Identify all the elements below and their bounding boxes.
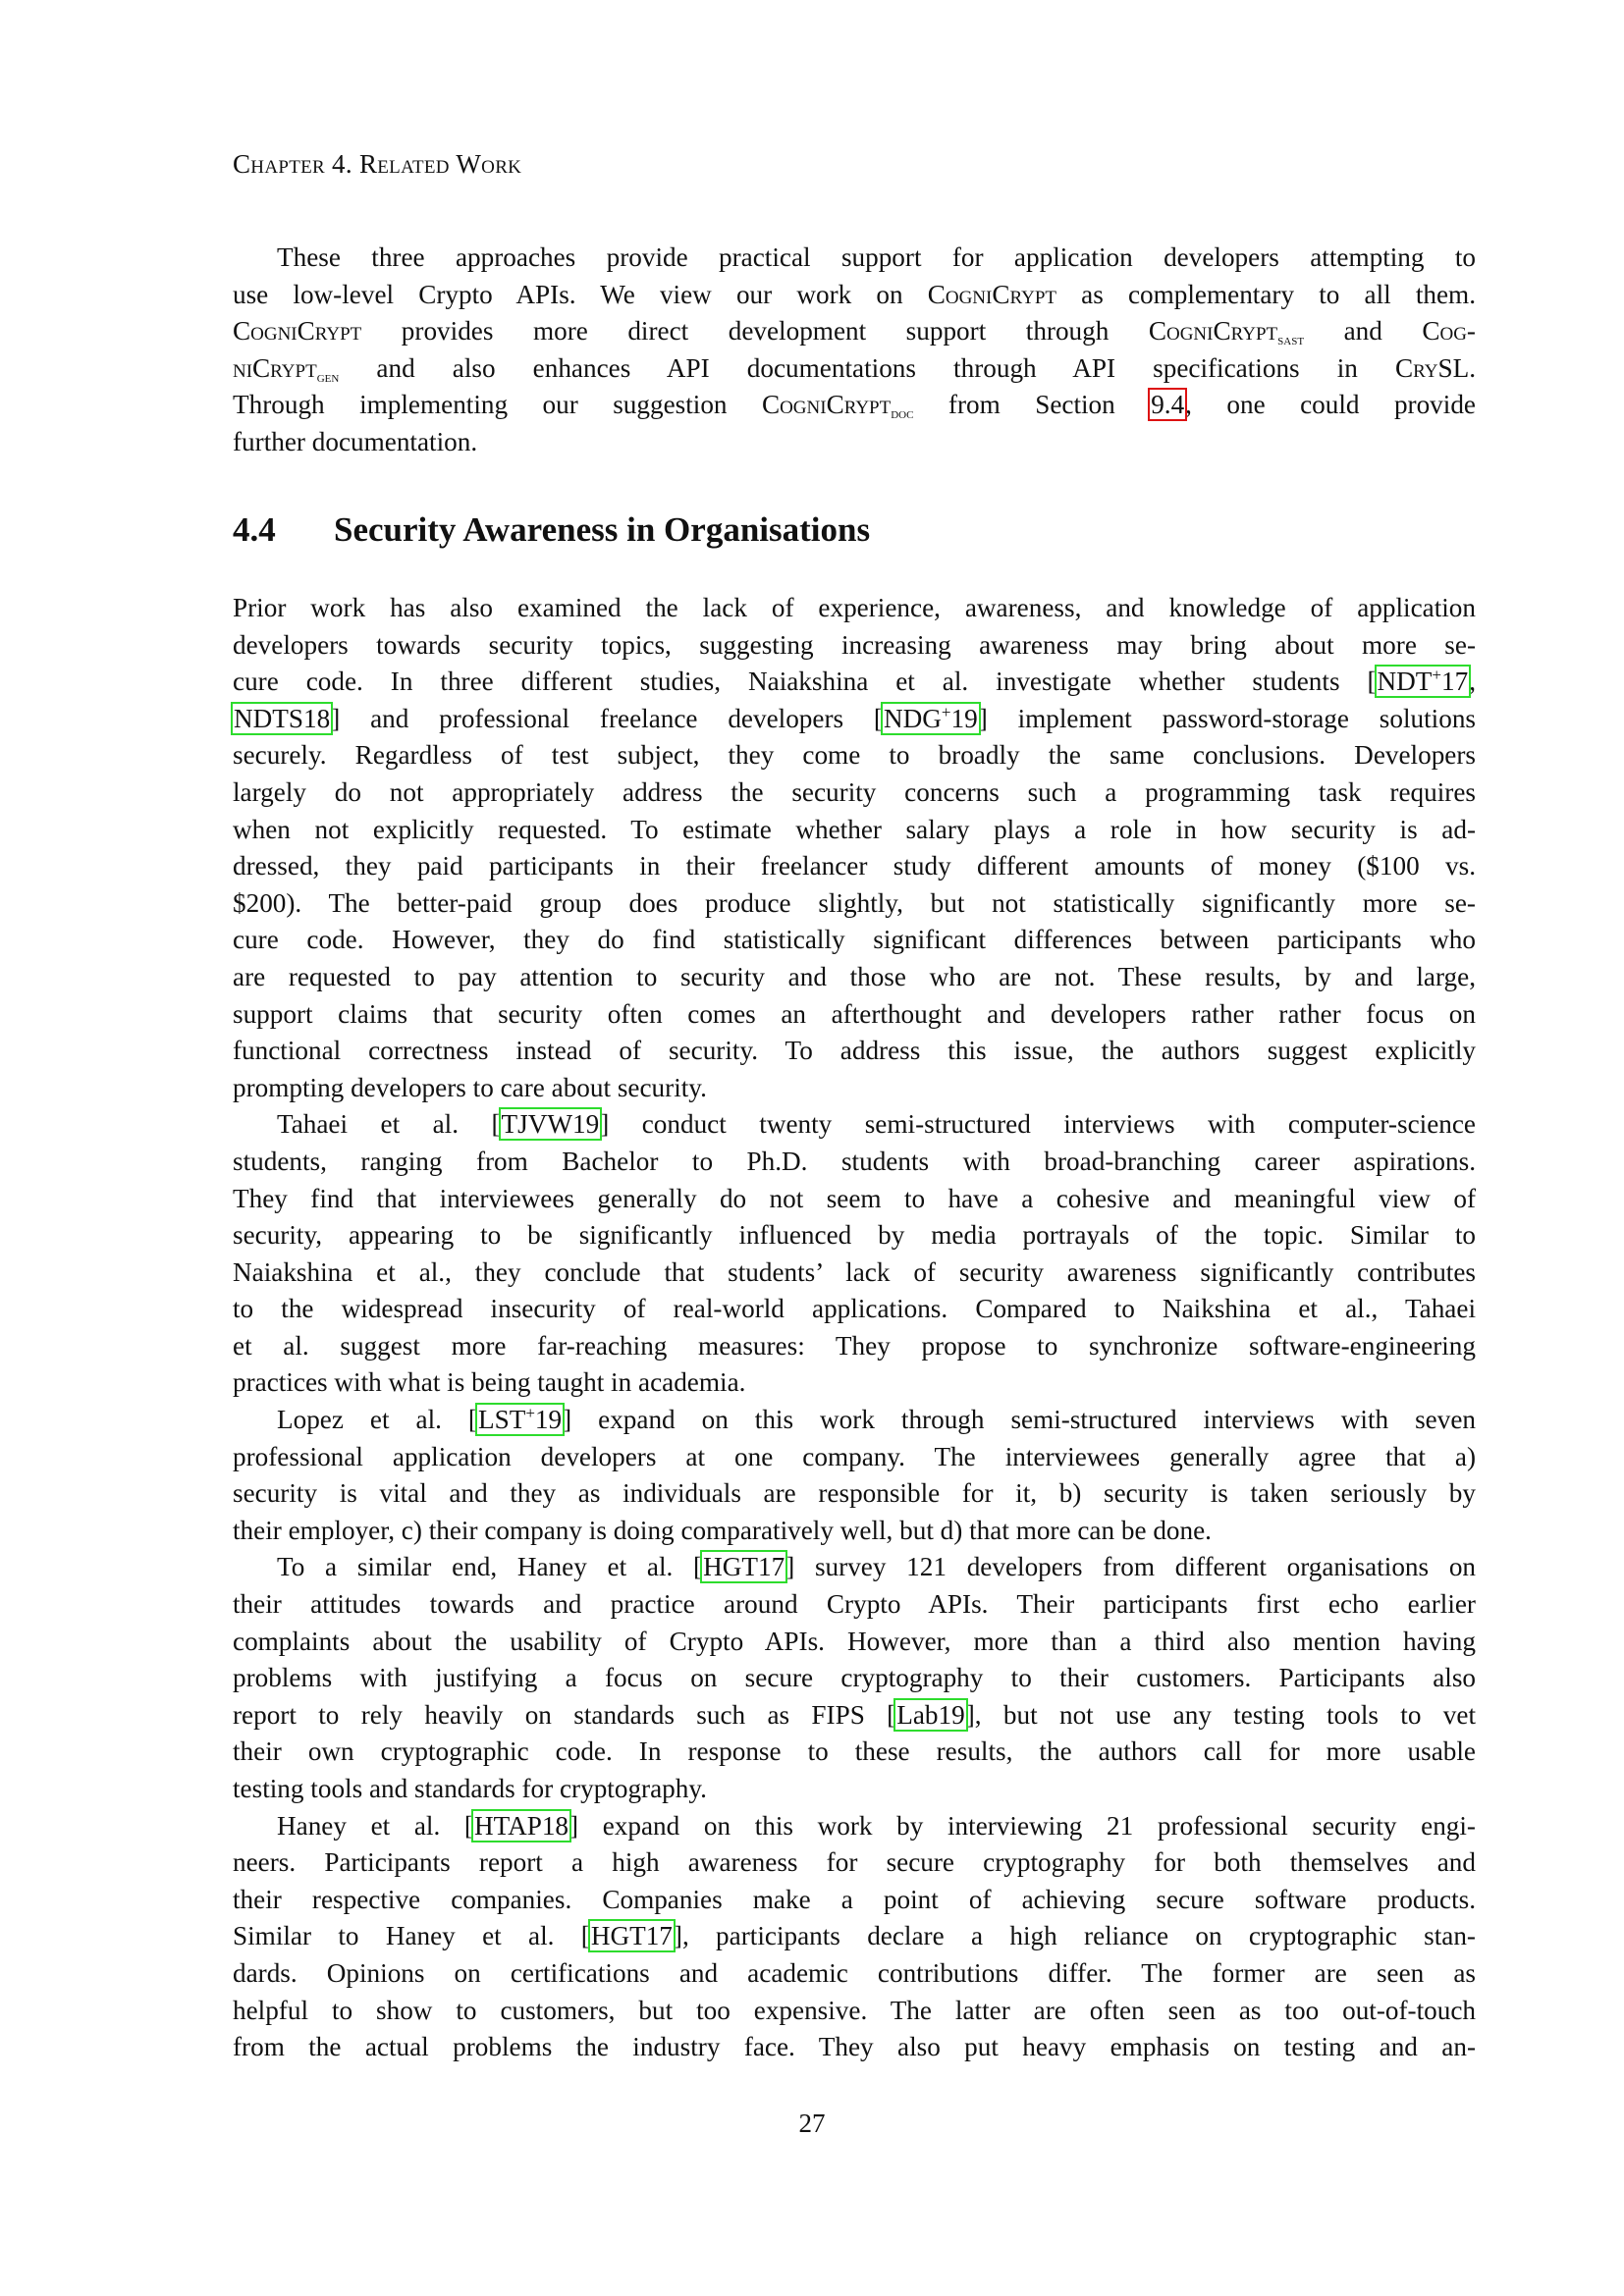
text-run: their own cryptographic code. In response to these results, the authors call for more usable: [233, 1736, 1476, 1767]
citation-superscript: +: [941, 702, 951, 721]
paragraph: [233, 1808, 1476, 2066]
text-line: [233, 1844, 1476, 1882]
text-line: [233, 1033, 1476, 1070]
text-run: and also enhances API documentations through API specifications in: [339, 352, 1395, 383]
text-run: security is vital and they as individuals are responsible for it, b) security is taken seriously by: [233, 1478, 1476, 1509]
section-number: 4.4: [233, 510, 276, 549]
section-body: [233, 590, 1476, 2066]
text-line: [233, 1364, 1476, 1402]
text-line: [233, 1291, 1476, 1328]
text-line: [233, 1771, 1476, 1808]
section-title: Security Awareness in Organisations: [334, 510, 871, 549]
text-run: neers. Participants report a high awareness for secure cryptography for both themselves and: [233, 1847, 1476, 1878]
paragraph: [233, 1106, 1476, 1402]
citation-superscript: +: [525, 1404, 535, 1422]
text-run: from the actual problems the industry face. They also put heavy emphasis on testing and an-: [233, 2032, 1476, 2062]
tool-name: Cog-: [1422, 316, 1476, 347]
text-run: Prior work has also examined the lack of experience, awareness, and knowledge of application: [233, 593, 1476, 622]
citation-year: 17: [1441, 667, 1469, 697]
citation-key: HTAP18: [474, 1810, 569, 1841]
text-run: ,: [1469, 667, 1476, 697]
text-run: functional correctness instead of security. To address this issue, the authors suggest explicitly: [233, 1036, 1476, 1066]
citation-link[interactable]: [702, 1552, 785, 1581]
tool-name: CogniCrypt: [233, 316, 362, 347]
text-run: complaints about the usability of Crypto APIs. However, more than a third also mention having: [233, 1626, 1476, 1656]
text-run: .: [1469, 352, 1476, 383]
citation-year: 19: [950, 703, 978, 733]
citation-link[interactable]: [1377, 667, 1470, 696]
text-run: dards. Opinions on certifications and academic contributions differ. The former are seen as: [233, 1957, 1476, 1988]
page-number: 27: [798, 2109, 826, 2138]
text-line: [233, 1106, 1476, 1144]
text-line: [233, 774, 1476, 812]
text-line: [233, 1697, 1476, 1735]
text-run: ] conduct twenty semi-structured interviews with computer-science: [600, 1109, 1476, 1140]
text-line: [233, 1475, 1476, 1513]
tool-name: CogniCrypt: [927, 279, 1056, 309]
text-line: [233, 1328, 1476, 1365]
text-line: [233, 387, 1476, 424]
text-run: $200). The better-paid group does produce slightly, but not statistically significantly more se-: [233, 887, 1476, 918]
citation-link[interactable]: [895, 1700, 965, 1730]
text-line: [233, 996, 1476, 1034]
text-run: report to rely heavily on standards such as FIPS [: [233, 1699, 896, 1730]
text-run: to the widespread insecurity of real-world applications. Compared to Naikshina et al., Tahaei: [233, 1294, 1476, 1324]
citation-year: 19: [534, 1405, 563, 1435]
text-run: as complementary to all them.: [1056, 279, 1476, 309]
text-run: problems with justifying a focus on secure cryptography to their customers. Participants also: [233, 1663, 1476, 1693]
text-run: students, ranging from Bachelor to Ph.D. students with broad-branching career aspirations.: [233, 1146, 1476, 1176]
text-run: Similar to Haney et al. [: [233, 1921, 590, 1951]
text-run: developers towards security topics, suggesting increasing awareness may bring about more se-: [233, 629, 1476, 660]
text-run: and: [1304, 316, 1423, 347]
text-run: their attitudes towards and practice around Crypto APIs. Their participants first echo earlier: [233, 1589, 1476, 1620]
intro-paragraph: [233, 240, 1476, 461]
text-line: [233, 277, 1476, 314]
text-line: [233, 1734, 1476, 1771]
section-heading: [233, 510, 870, 550]
running-head: Chapter 4. Related Work: [233, 149, 522, 179]
text-run: provides more direct development support through: [361, 316, 1149, 347]
text-line: [233, 848, 1476, 885]
text-line: [233, 1181, 1476, 1218]
text-run: Tahaei et al. [: [277, 1109, 501, 1140]
text-line: [233, 1993, 1476, 2030]
section-reference-link[interactable]: 9.4: [1151, 390, 1185, 420]
text-line: [233, 701, 1476, 738]
tool-subscript: doc: [891, 406, 914, 423]
text-line: [233, 1882, 1476, 1919]
text-run: ], participants declare a high reliance on cryptographic stan-: [673, 1921, 1476, 1951]
text-run: their employer, c) their company is doing comparatively well, but d) that more can be done.: [233, 1515, 1212, 1545]
tool-subscript: sast: [1277, 333, 1305, 349]
text-run: Naiakshina et al., they conclude that students’ lack of security awareness significantly contributes: [233, 1256, 1476, 1287]
text-run: when not explicitly requested. To estimate whether salary plays a role in how security is ad-: [233, 814, 1476, 844]
text-line: [233, 1586, 1476, 1624]
text-run: et al. suggest more far-reaching measures: They propose to synchronize software-engineering: [233, 1330, 1476, 1361]
tool-name: CogniCrypt: [761, 390, 892, 420]
text-line: [233, 1549, 1476, 1586]
text-run: To a similar end, Haney et al. [: [277, 1552, 703, 1582]
text-run: are requested to pay attention to security and those who are not. These results, by and large,: [233, 961, 1476, 991]
text-line: [233, 1255, 1476, 1292]
text-run: cure code. In three different studies, Naiakshina et al. investigate whether students [: [233, 667, 1377, 697]
text-run: their respective companies. Companies make a point of achieving secure software products.: [233, 1884, 1476, 1914]
text-run: helpful to show to customers, but too expensive. The latter are often seen as too out-of-touch: [233, 1995, 1476, 2025]
text-run: professional application developers at one company. The interviewees generally agree that a): [233, 1441, 1476, 1471]
citation-key: HGT17: [590, 1921, 673, 1951]
text-run: securely. Regardless of test subject, they come to broadly the same conclusions. Developers: [233, 740, 1476, 771]
text-line: [233, 1660, 1476, 1697]
text-line: [233, 590, 1476, 627]
citation-link[interactable]: [473, 1811, 569, 1841]
citation-link[interactable]: [590, 1921, 674, 1950]
text-line: [233, 922, 1476, 959]
text-line: [233, 1955, 1476, 1993]
text-line: [233, 1070, 1476, 1107]
text-line: [233, 1439, 1476, 1476]
text-line: [233, 812, 1476, 849]
text-run: prompting developers to care about security.: [233, 1072, 707, 1102]
text-line: [233, 737, 1476, 774]
citation-link[interactable]: [233, 704, 331, 733]
text-run: These three approaches provide practical support for application developers attempting to: [277, 242, 1476, 272]
text-line: [233, 1402, 1476, 1439]
text-run: use low-level Crypto APIs. We view our work on: [233, 279, 928, 309]
text-run: ] expand on this work by interviewing 21 professional security engi-: [569, 1810, 1476, 1841]
text-run: Through implementing our suggestion: [233, 390, 762, 420]
text-run: cure code. However, they do find statistically significant differences between participants who: [233, 925, 1476, 955]
citation-key: NDTS18: [234, 703, 331, 733]
text-run: testing tools and standards for cryptography.: [233, 1774, 707, 1803]
tool-name: niCrypt: [233, 352, 317, 383]
citation-key: NDT: [1377, 667, 1433, 697]
paragraph: [233, 1402, 1476, 1549]
text-run: Lopez et al. [: [277, 1405, 477, 1435]
text-line: [233, 350, 1476, 388]
text-line: [233, 1513, 1476, 1550]
citation-link[interactable]: [501, 1109, 601, 1139]
text-line: [233, 1808, 1476, 1845]
tool-subscript: gen: [316, 369, 340, 386]
citation-key: HGT17: [703, 1552, 785, 1582]
text-run: ] survey 121 developers from different organisations on: [785, 1552, 1477, 1582]
text-line: [233, 1918, 1476, 1955]
citation-key: Lab19: [896, 1699, 965, 1730]
citation-link[interactable]: [883, 704, 979, 733]
text-line: [233, 1624, 1476, 1661]
citation-key: NDG: [884, 703, 942, 733]
text-run: They find that interviewees generally do not seem to have a cohesive and meaningful view of: [233, 1183, 1476, 1213]
tool-name: CogniCrypt: [1148, 316, 1278, 347]
text-line: [233, 885, 1476, 923]
text-run: ] implement password-storage solutions: [978, 703, 1476, 733]
text-run: , one could provide: [1185, 390, 1476, 420]
text-line: [233, 424, 1476, 461]
text-run: largely do not appropriately address the security concerns such a programming task requires: [233, 776, 1476, 807]
text-run: ] expand on this work through semi-structured interviews with seven: [563, 1405, 1476, 1435]
citation-superscript: +: [1432, 666, 1442, 685]
text-line: [233, 664, 1476, 701]
text-run: practices with what is being taught in academia.: [233, 1367, 746, 1398]
citation-key: TJVW19: [501, 1109, 600, 1140]
citation-key: LST: [477, 1405, 526, 1435]
text-line: [233, 313, 1476, 350]
text-line: [233, 1144, 1476, 1181]
paragraph: [233, 590, 1476, 1106]
text-line: [233, 2029, 1476, 2066]
text-run: dressed, they paid participants in their freelancer study different amounts of money ($100 vs.: [233, 851, 1476, 881]
citation-link[interactable]: [477, 1405, 563, 1434]
text-line: [233, 627, 1476, 665]
text-run: further documentation.: [233, 426, 478, 456]
paragraph: [233, 1549, 1476, 1807]
text-line: [233, 1217, 1476, 1255]
text-run: security, appearing to be significantly influenced by media portrayals of the topic. Similar to: [233, 1220, 1476, 1251]
text-run: from Section: [913, 390, 1151, 420]
tool-name: CrySL: [1394, 352, 1470, 383]
text-line: [233, 959, 1476, 996]
text-run: support claims that security often comes an afterthought and developers rather rather focus on: [233, 998, 1476, 1029]
text-run: ] and professional freelance developers [: [331, 703, 883, 733]
text-run: Haney et al. [: [277, 1810, 473, 1841]
text-run: ], but not use any testing tools to vet: [965, 1699, 1476, 1730]
text-line: [233, 240, 1476, 277]
